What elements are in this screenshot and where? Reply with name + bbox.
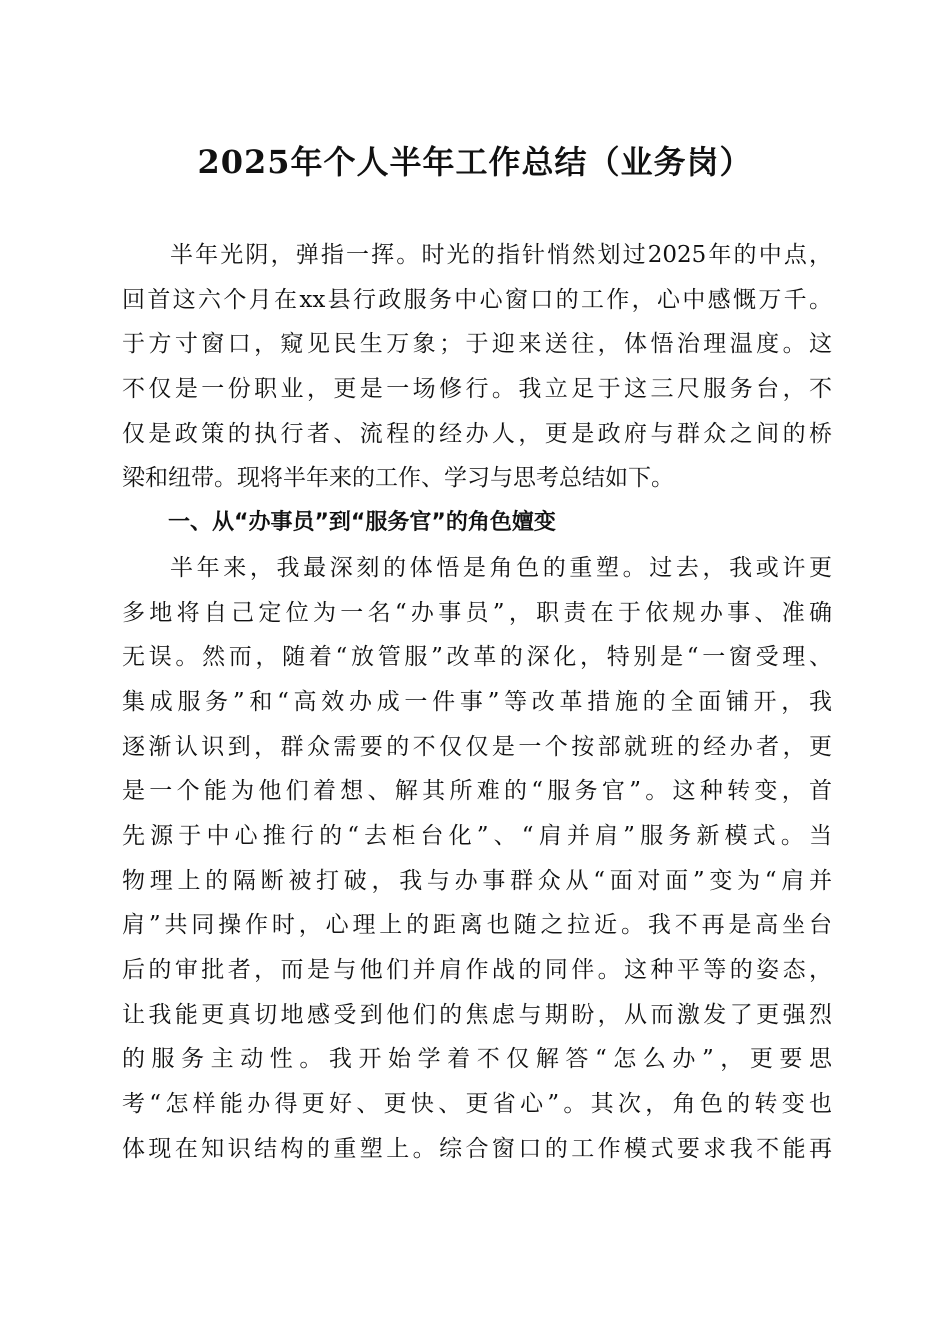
paragraph-line: 梁和纽带。现将半年来的工作、学习与思考总结如下。: [122, 465, 674, 492]
document-body: [122, 233, 832, 1171]
paragraph-line: 先源于中心推行的“去柜台化”、“肩并肩”服务新模式。当: [122, 822, 832, 849]
paragraph-line: 是一个能为他们着想、解其所难的“服务官”。这种转变，首: [122, 778, 832, 805]
paragraph-line: 于方寸窗口，窥见民生万象；于迎来送往，体悟治理温度。这: [122, 331, 832, 358]
paragraph-line: 后的审批者，而是与他们并肩作战的同伴。这种平等的姿态，: [122, 957, 832, 983]
paragraph-line: 无误。然而，随着“放管服”改革的深化，特别是“一窗受理、: [122, 644, 832, 671]
paragraph-line: 回首这六个月在xx县行政服务中心窗口的工作，心中感慨万千。: [122, 286, 832, 313]
document-title: 2025年个人半年工作总结（业务岗）: [197, 143, 753, 181]
paragraph-line: 半年光阴，弹指一挥。时光的指针悄然划过2025年的中点，: [170, 242, 832, 268]
paragraph-line: 让我能更真切地感受到他们的焦虑与期盼，从而激发了更强烈: [122, 1001, 832, 1028]
paragraph-line: 的服务主动性。我开始学着不仅解答“怎么办”，更要思: [122, 1046, 832, 1073]
paragraph-line: 不仅是一份职业，更是一场修行。我立足于这三尺服务台，不: [122, 376, 832, 403]
section-heading: 一、从“办事员”到“服务官”的角色嬗变: [168, 510, 556, 536]
paragraph-line: 逐渐认识到，群众需要的不仅仅是一个按部就班的经办者，更: [122, 733, 832, 760]
paragraph-line: 体现在知识结构的重塑上。综合窗口的工作模式要求我不能再: [122, 1135, 832, 1162]
paragraph-line: 物理上的隔断被打破，我与办事群众从“面对面”变为“肩并: [122, 867, 832, 894]
paragraph-line: 多地将自己定位为一名“办事员”，职责在于依规办事、准确: [122, 599, 832, 626]
paragraph-line: 集成服务”和“高效办成一件事”等改革措施的全面铺开，我: [122, 688, 832, 715]
paragraph-line: 仅是政策的执行者、流程的经办人，更是政府与群众之间的桥: [122, 420, 832, 447]
paragraph-line: 肩”共同操作时，心理上的距离也随之拉近。我不再是高坐台: [122, 912, 832, 939]
paragraph-line: 半年来，我最深刻的体悟是角色的重塑。过去，我或许更: [170, 554, 832, 581]
paragraph-line: 考“怎样能办得更好、更快、更省心”。其次，角色的转变也: [122, 1091, 832, 1118]
